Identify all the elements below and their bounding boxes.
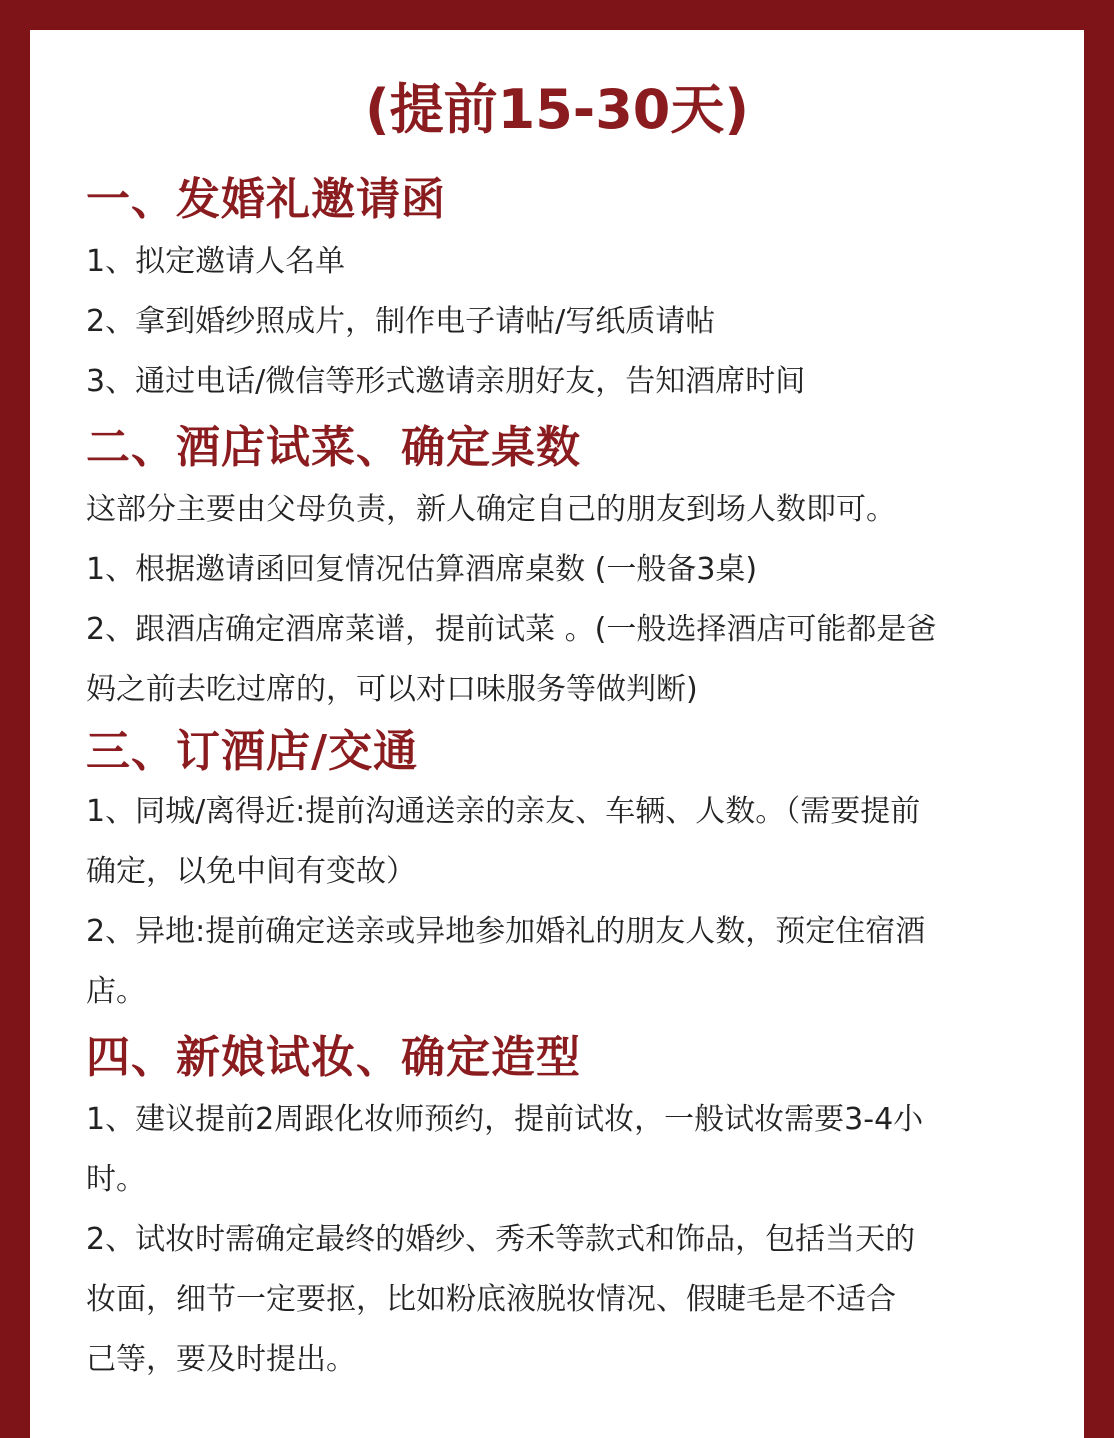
list-item: 2、异地:提前确定送亲或异地参加婚礼的朋友人数，预定住宿酒 — [86, 914, 926, 949]
list-item: 1、拟定邀请人名单 — [86, 244, 346, 279]
section-heading: 四、新娘试妆、确定造型 — [86, 1032, 581, 1083]
list-item: 3、通过电话/微信等形式邀请亲朋好友，告知酒席时间 — [86, 364, 806, 399]
list-item: 1、建议提前2周跟化妆师预约，提前试妆，一般试妆需要3-4小 — [86, 1102, 924, 1137]
list-item: 2、试妆时需确定最终的婚纱、秀禾等款式和饰品，包括当天的 — [86, 1222, 916, 1257]
section-hotel-transport — [86, 726, 1084, 1022]
intro-text: 这部分主要由父母负责，新人确定自己的朋友到场人数即可。 — [86, 492, 896, 527]
list-item-continuation: 妈之前去吃过席的，可以对口味服务等做判断) — [86, 672, 698, 707]
list-item: 1、同城/离得近:提前沟通送亲的亲友、车辆、人数。（需要提前 — [86, 794, 921, 829]
list-item-continuation: 确定，以免中间有变故） — [86, 854, 416, 889]
list-item-continuation: 店。 — [86, 974, 146, 1009]
section-heading: 三、订酒店/交通 — [86, 726, 419, 777]
section-bridal-makeup — [86, 1032, 1084, 1390]
section-heading: 二、酒店试菜、确定桌数 — [86, 422, 581, 473]
list-item: 1、根据邀请函回复情况估算酒席桌数 (一般备3桌) — [86, 552, 758, 587]
section-hotel-tasting — [86, 422, 1084, 720]
list-item: 2、拿到婚纱照成片，制作电子请帖/写纸质请帖 — [86, 304, 716, 339]
document-card — [30, 30, 1084, 1438]
list-item-continuation: 妆面，细节一定要抠，比如粉底液脱妆情况、假睫毛是不适合 — [86, 1282, 896, 1317]
page-title: (提前15-30天) — [364, 78, 750, 141]
section-heading: 一、发婚礼邀请函 — [86, 174, 446, 225]
list-item-continuation: 己等，要及时提出。 — [86, 1342, 356, 1377]
list-item-continuation: 时。 — [86, 1162, 146, 1197]
section-invitations — [86, 174, 1084, 412]
list-item: 2、跟酒店确定酒席菜谱，提前试菜 。(一般选择酒店可能都是爸 — [86, 612, 937, 647]
